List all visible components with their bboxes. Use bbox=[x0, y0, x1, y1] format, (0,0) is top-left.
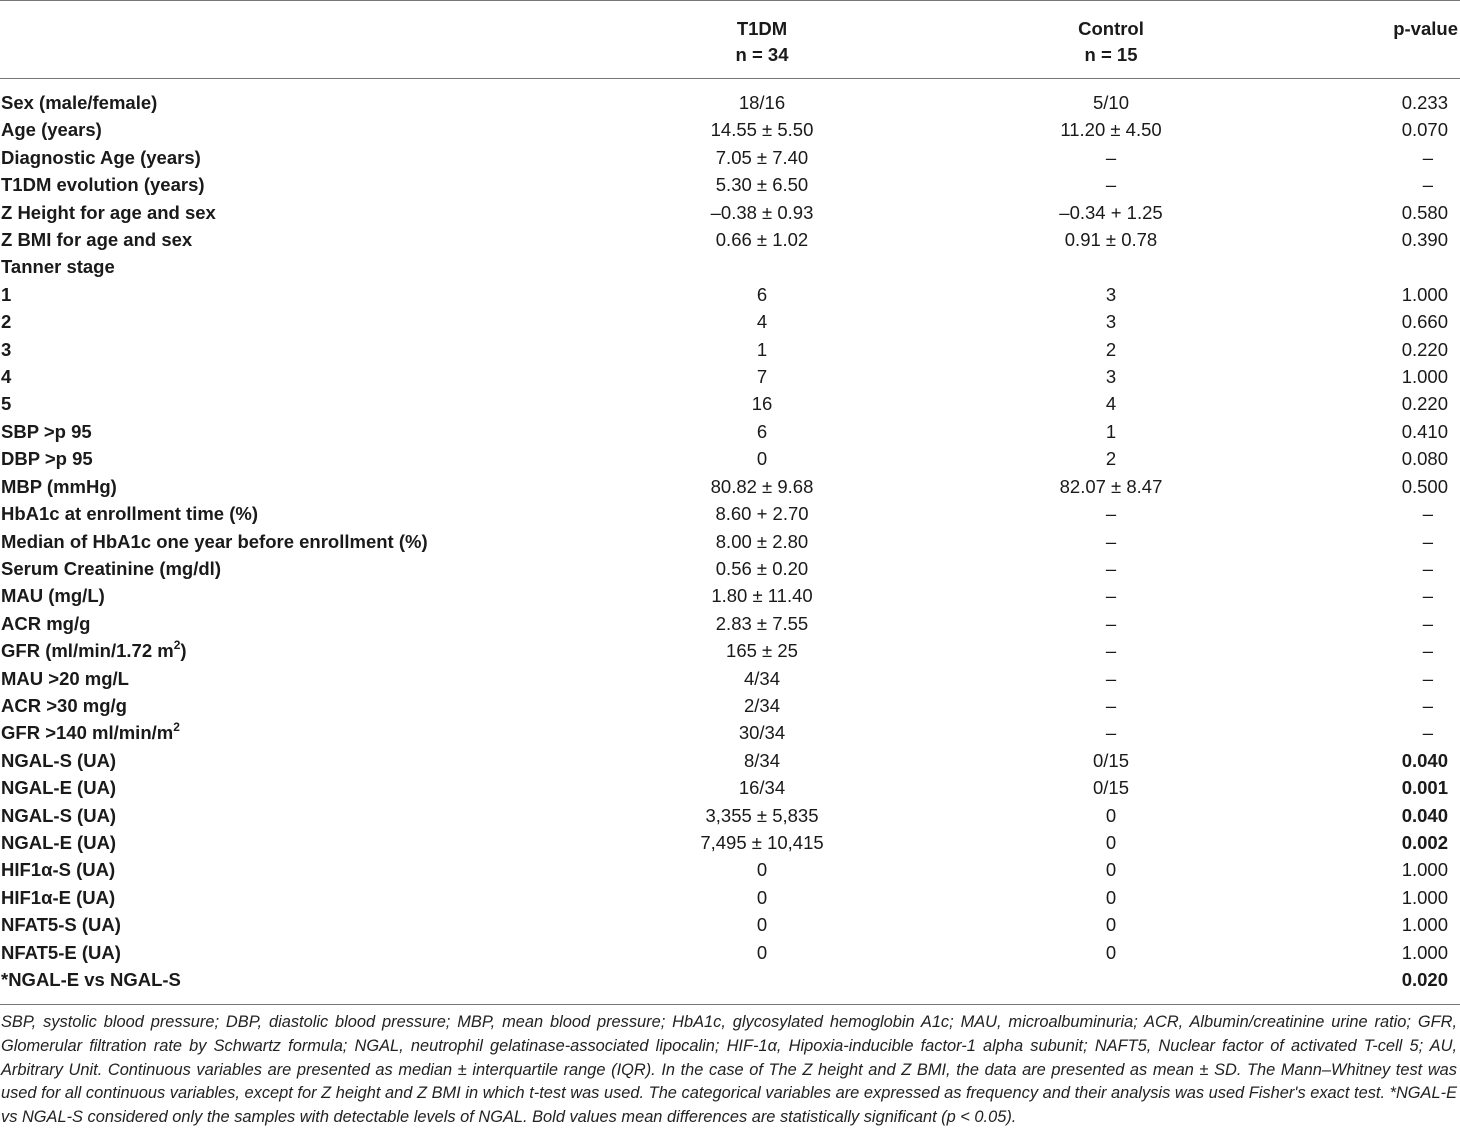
row-label-text: MAU >20 mg/L bbox=[1, 667, 129, 689]
table-row bbox=[0, 637, 1460, 664]
cell-t1dm: 80.82 ± 9.68 bbox=[710, 475, 814, 497]
table-row bbox=[0, 199, 1460, 226]
footnote-divider bbox=[0, 1004, 1460, 1005]
row-label bbox=[0, 665, 561, 692]
cell-pvalue: – bbox=[1422, 557, 1433, 579]
row-label bbox=[0, 363, 561, 390]
cell-pvalue: 0.020 bbox=[1401, 969, 1448, 990]
cell-control: 11.20 ± 4.50 bbox=[1060, 119, 1162, 141]
table-row bbox=[0, 79, 1460, 117]
cell-pvalue: 0.390 bbox=[1401, 229, 1448, 251]
table-row bbox=[0, 144, 1460, 171]
cell-pvalue: 1.000 bbox=[1401, 886, 1448, 908]
row-label bbox=[0, 939, 561, 966]
table-row bbox=[0, 336, 1460, 363]
header-t1dm bbox=[561, 1, 963, 79]
cell-t1dm: 165 ± 25 bbox=[726, 640, 798, 662]
cell-t1dm: 8.00 ± 2.80 bbox=[715, 530, 809, 552]
cell-t1dm: 8/34 bbox=[743, 749, 780, 771]
cell-pvalue: 0.660 bbox=[1401, 311, 1448, 333]
cell-control: – bbox=[1105, 585, 1117, 607]
cell-pvalue: – bbox=[1422, 530, 1433, 552]
cell-pvalue: 0.233 bbox=[1401, 92, 1448, 113]
row-label-text: NGAL-S (UA) bbox=[1, 804, 117, 826]
row-label bbox=[0, 199, 561, 226]
row-label-text: NGAL-E (UA) bbox=[1, 831, 117, 853]
row-label bbox=[0, 802, 561, 829]
row-label-text: ACR >30 mg/g bbox=[1, 694, 127, 716]
cell-pvalue: 1.000 bbox=[1401, 283, 1448, 305]
cell-t1dm: 7,495 ± 10,415 bbox=[700, 831, 824, 853]
table-row bbox=[0, 692, 1460, 719]
row-label-text: 3 bbox=[1, 338, 12, 360]
row-label bbox=[0, 79, 561, 117]
cell-t1dm: 16/34 bbox=[738, 777, 786, 799]
table-row bbox=[0, 116, 1460, 143]
table-row bbox=[0, 445, 1460, 472]
table-body bbox=[0, 79, 1460, 1000]
cell-t1dm bbox=[561, 966, 963, 999]
table-footnote: SBP, systolic blood pressure; DBP, diastolic blood pressure; MBP, mean blood pressure; HbA1c, glycosylated hemoglobin A1c; MAU, microalbuminuria; ACR, Albumin/creatinine urine ratio; GFR, Glomerular filtration rate by Schwartz formula; NGAL, neutrophil gelatinase-associated lipocalin; HIF-1α, Hipoxia-inducible factor-1 alpha subunit; NAFT5, Nuclear factor of activated T-cell 5; AU, Arbitrary Unit. Continuous variables are presented as median ± interquartile range (IQR). In the case of The Z height and Z BMI, the data are presented as mean ± SD. The Mann–Whitney test was used for all continuous variables, except for Z height and Z BMI in which t-test was used. The categorical variables are expressed as frequency and their analysis was used Fisher's exact test. *NGAL-E vs NGAL-S considered only the samples with detectable levels of NGAL. Bold values mean differences are statistically significant (p < 0.05). bbox=[1, 1013, 1457, 1127]
cell-control: 0 bbox=[1105, 914, 1117, 936]
cell-control: – bbox=[1105, 667, 1117, 689]
row-label-text: HIF1α-E (UA) bbox=[1, 886, 116, 908]
cell-control: 0 bbox=[1105, 804, 1117, 826]
cell-t1dm: 0 bbox=[756, 914, 768, 936]
cell-t1dm: 1 bbox=[756, 338, 768, 360]
cell-t1dm: 5.30 ± 6.50 bbox=[715, 174, 809, 196]
cell-t1dm: 0.56 ± 0.20 bbox=[715, 557, 809, 579]
cell-t1dm: 2/34 bbox=[743, 694, 780, 716]
cell-t1dm: 4/34 bbox=[743, 667, 780, 689]
cell-pvalue: 1.000 bbox=[1401, 859, 1448, 881]
header-control bbox=[963, 1, 1259, 79]
cell-t1dm: 0 bbox=[756, 886, 768, 908]
cell-control: 1 bbox=[1105, 420, 1117, 442]
table-row bbox=[0, 555, 1460, 582]
row-label bbox=[0, 253, 561, 280]
row-label bbox=[0, 856, 561, 883]
cell-pvalue: – bbox=[1422, 640, 1433, 662]
cell-control: – bbox=[1105, 557, 1117, 579]
cell-pvalue: – bbox=[1422, 146, 1433, 168]
table-row bbox=[0, 171, 1460, 198]
row-label bbox=[0, 336, 561, 363]
cell-control: –0.34 + 1.25 bbox=[1059, 201, 1163, 223]
row-label-superscript: 2 bbox=[173, 720, 180, 735]
row-label bbox=[0, 610, 561, 637]
cell-t1dm: 0 bbox=[756, 941, 768, 963]
row-label-suffix: ) bbox=[180, 640, 187, 662]
cell-t1dm: 0 bbox=[756, 448, 768, 470]
row-label bbox=[0, 500, 561, 527]
row-label-text: Z Height for age and sex bbox=[1, 201, 216, 223]
row-label-text: T1DM evolution (years) bbox=[1, 174, 205, 196]
cell-control: 3 bbox=[1105, 366, 1117, 388]
cell-pvalue: 0.040 bbox=[1401, 804, 1448, 826]
cell-control: – bbox=[1105, 640, 1117, 662]
row-label-text: HIF1α-S (UA) bbox=[1, 859, 116, 881]
row-label-text: GFR >140 ml/min/m bbox=[1, 722, 174, 744]
row-label bbox=[0, 966, 561, 999]
cell-pvalue: 0.080 bbox=[1401, 448, 1448, 470]
table-row bbox=[0, 390, 1460, 417]
row-label bbox=[0, 719, 561, 746]
table-row bbox=[0, 281, 1460, 308]
row-label bbox=[0, 144, 561, 171]
cell-pvalue: – bbox=[1422, 174, 1433, 196]
table-row bbox=[0, 829, 1460, 856]
header-t1dm-title: T1DM bbox=[736, 18, 788, 39]
row-label bbox=[0, 747, 561, 774]
row-label-text: HbA1c at enrollment time (%) bbox=[1, 503, 258, 525]
table-row bbox=[0, 665, 1460, 692]
row-label bbox=[0, 829, 561, 856]
cell-control: – bbox=[1105, 694, 1117, 716]
row-label-text: Sex (male/female) bbox=[1, 92, 158, 113]
row-label bbox=[0, 582, 561, 609]
table-row bbox=[0, 363, 1460, 390]
cell-t1dm: 4 bbox=[756, 311, 768, 333]
table-row bbox=[0, 802, 1460, 829]
row-label-text: Z BMI for age and sex bbox=[1, 229, 193, 251]
header-pvalue: p-value bbox=[1259, 1, 1460, 79]
table-row bbox=[0, 473, 1460, 500]
row-label bbox=[0, 390, 561, 417]
row-label bbox=[0, 281, 561, 308]
cell-t1dm: 14.55 ± 5.50 bbox=[710, 119, 814, 141]
cell-t1dm: 3,355 ± 5,835 bbox=[705, 804, 819, 826]
cell-control: 2 bbox=[1105, 338, 1117, 360]
cell-control: 2 bbox=[1105, 448, 1117, 470]
cell-pvalue: 0.040 bbox=[1401, 749, 1448, 771]
row-label-text: NGAL-S (UA) bbox=[1, 749, 117, 771]
row-label bbox=[0, 884, 561, 911]
table-row bbox=[0, 582, 1460, 609]
cell-pvalue: – bbox=[1422, 612, 1433, 634]
row-label-text: SBP >p 95 bbox=[1, 420, 92, 442]
table-row bbox=[0, 884, 1460, 911]
table-row bbox=[0, 253, 1460, 280]
row-label bbox=[0, 473, 561, 500]
cell-pvalue: – bbox=[1422, 694, 1433, 716]
cell-pvalue: – bbox=[1422, 503, 1433, 525]
cell-pvalue: 1.000 bbox=[1401, 941, 1448, 963]
cell-pvalue: – bbox=[1422, 722, 1433, 744]
cell-control: 0 bbox=[1105, 941, 1117, 963]
row-label-text: NFAT5-S (UA) bbox=[1, 914, 121, 936]
row-label bbox=[0, 445, 561, 472]
row-label-text: MAU (mg/L) bbox=[1, 585, 105, 607]
row-label bbox=[0, 774, 561, 801]
row-label bbox=[0, 911, 561, 938]
cell-t1dm: 0 bbox=[756, 859, 768, 881]
row-label-superscript: 2 bbox=[173, 638, 181, 653]
cell-control: 3 bbox=[1105, 311, 1117, 333]
row-label-text: 2 bbox=[1, 311, 12, 333]
cell-control: – bbox=[1105, 503, 1117, 525]
row-label bbox=[0, 308, 561, 335]
table-header-row bbox=[0, 1, 1460, 79]
cell-t1dm: 6 bbox=[756, 283, 768, 305]
row-label-text: Tanner stage bbox=[1, 256, 115, 278]
cell-control: – bbox=[1105, 530, 1117, 552]
row-label bbox=[0, 226, 561, 253]
table-row bbox=[0, 939, 1460, 966]
cell-t1dm bbox=[561, 253, 963, 280]
cell-t1dm: –0.38 ± 0.93 bbox=[710, 201, 814, 223]
cell-t1dm: 18/16 bbox=[738, 92, 786, 113]
cell-t1dm: 0.66 ± 1.02 bbox=[715, 229, 809, 251]
row-label-text: Diagnostic Age (years) bbox=[1, 146, 201, 168]
cell-t1dm: 2.83 ± 7.55 bbox=[715, 612, 809, 634]
cell-t1dm: 16 bbox=[751, 393, 773, 415]
cell-control: 0/15 bbox=[1092, 749, 1129, 771]
cell-pvalue: 0.002 bbox=[1401, 831, 1448, 853]
cell-control: 5/10 bbox=[1092, 92, 1129, 113]
table-row bbox=[0, 418, 1460, 445]
cell-t1dm: 1.80 ± 11.40 bbox=[711, 585, 813, 607]
cell-pvalue bbox=[1259, 253, 1460, 280]
cell-control: 0 bbox=[1105, 886, 1117, 908]
header-control-n: n = 15 bbox=[1084, 44, 1138, 65]
row-label-text: *NGAL-E vs NGAL-S bbox=[1, 969, 181, 990]
cell-control: 3 bbox=[1105, 283, 1117, 305]
row-label bbox=[0, 637, 561, 664]
cell-control: – bbox=[1105, 612, 1117, 634]
row-label bbox=[0, 555, 561, 582]
cell-control bbox=[963, 253, 1259, 280]
cell-control: – bbox=[1105, 174, 1117, 196]
row-label-text: ACR mg/g bbox=[1, 612, 91, 634]
table-row bbox=[0, 500, 1460, 527]
cell-pvalue: 0.220 bbox=[1401, 338, 1448, 360]
cell-control bbox=[963, 966, 1259, 999]
header-t1dm-n: n = 34 bbox=[735, 44, 789, 65]
header-control-title: Control bbox=[1078, 18, 1144, 39]
row-label-text: 1 bbox=[1, 283, 12, 305]
cell-t1dm: 7.05 ± 7.40 bbox=[715, 146, 809, 168]
row-label-text: Serum Creatinine (mg/dl) bbox=[1, 557, 221, 579]
cell-control: 0 bbox=[1105, 859, 1117, 881]
cell-pvalue: 0.220 bbox=[1401, 393, 1448, 415]
table-row bbox=[0, 747, 1460, 774]
header-variable bbox=[0, 1, 561, 79]
cell-t1dm: 30/34 bbox=[738, 722, 786, 744]
cell-t1dm: 7 bbox=[756, 366, 768, 388]
row-label-text: NFAT5-E (UA) bbox=[1, 941, 121, 963]
cell-pvalue: 1.000 bbox=[1401, 914, 1448, 936]
cell-pvalue: 1.000 bbox=[1401, 366, 1448, 388]
row-label bbox=[0, 692, 561, 719]
row-label-text: MBP (mmHg) bbox=[1, 475, 117, 497]
row-label-text: GFR (ml/min/1.72 m bbox=[1, 640, 174, 662]
cell-control: – bbox=[1105, 146, 1117, 168]
table-row bbox=[0, 308, 1460, 335]
cell-pvalue: – bbox=[1422, 667, 1433, 689]
table-row bbox=[0, 610, 1460, 637]
row-label-text: Median of HbA1c one year before enrollment (%) bbox=[1, 530, 428, 552]
cell-control: 0 bbox=[1105, 831, 1117, 853]
table-row bbox=[0, 856, 1460, 883]
table-row bbox=[0, 774, 1460, 801]
cell-pvalue: 0.070 bbox=[1401, 119, 1448, 141]
cell-t1dm: 6 bbox=[756, 420, 768, 442]
cell-pvalue: – bbox=[1422, 585, 1433, 607]
cell-pvalue: 0.410 bbox=[1401, 420, 1448, 442]
cell-control: – bbox=[1105, 722, 1117, 744]
cell-control: 82.07 ± 8.47 bbox=[1059, 475, 1163, 497]
table-row bbox=[0, 966, 1460, 999]
cell-control: 4 bbox=[1105, 393, 1117, 415]
cell-t1dm: 8.60 + 2.70 bbox=[715, 503, 809, 525]
cell-control: 0/15 bbox=[1092, 777, 1129, 799]
row-label-text: DBP >p 95 bbox=[1, 448, 93, 470]
cell-control: 0.91 ± 0.78 bbox=[1064, 229, 1158, 251]
cell-pvalue: 0.580 bbox=[1401, 201, 1448, 223]
row-label-text: 5 bbox=[1, 393, 12, 415]
row-label-text: 4 bbox=[1, 366, 12, 388]
row-label bbox=[0, 418, 561, 445]
row-label bbox=[0, 528, 561, 555]
cell-pvalue: 0.001 bbox=[1401, 777, 1448, 799]
cell-pvalue: 0.500 bbox=[1401, 475, 1448, 497]
table-row bbox=[0, 528, 1460, 555]
row-label-text: NGAL-E (UA) bbox=[1, 777, 117, 799]
row-label bbox=[0, 171, 561, 198]
row-label-text: Age (years) bbox=[1, 119, 102, 141]
row-label bbox=[0, 116, 561, 143]
table-row bbox=[0, 911, 1460, 938]
table-row bbox=[0, 719, 1460, 746]
table-row bbox=[0, 226, 1460, 253]
